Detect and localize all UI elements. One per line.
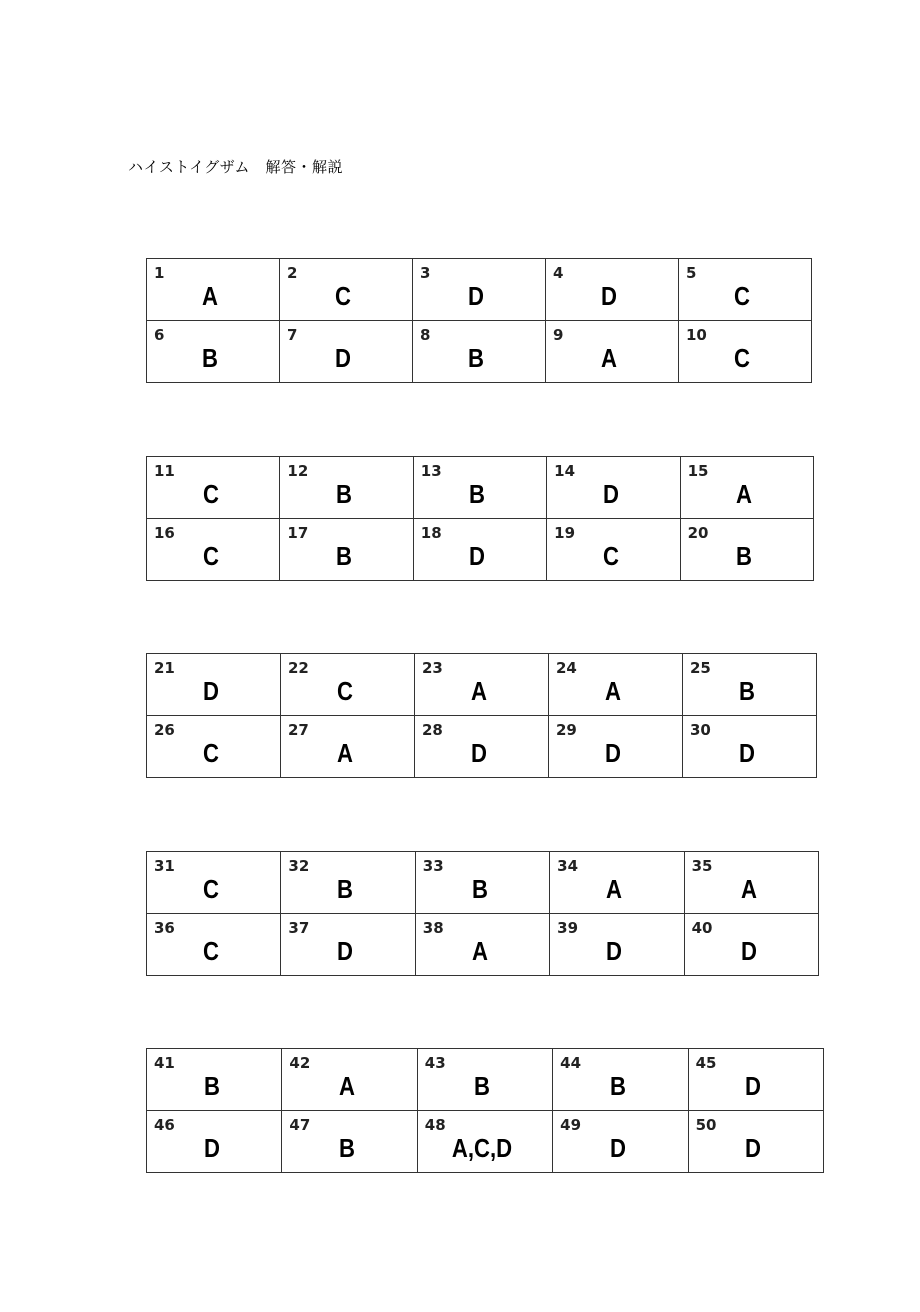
answer-cell	[684, 852, 818, 914]
answer-letter: B	[338, 1133, 355, 1163]
answer-letter: C	[202, 541, 219, 571]
answer-cell	[147, 716, 281, 778]
question-number: 44	[560, 1054, 582, 1072]
answer-cell	[683, 654, 817, 716]
table-row	[147, 259, 812, 321]
answer-cell	[281, 914, 415, 976]
answer-letter: A	[606, 874, 623, 904]
answer-cell	[679, 321, 812, 383]
answer-letter: A	[736, 479, 753, 509]
answer-letter: C	[734, 281, 751, 311]
answer-letter: B	[469, 479, 486, 509]
answer-letter: A,C,D	[452, 1133, 513, 1163]
answer-letter: B	[203, 1071, 220, 1101]
answer-letter: D	[469, 541, 486, 571]
answer-cell	[688, 1111, 823, 1173]
question-number: 15	[687, 462, 709, 480]
question-number: 24	[556, 659, 577, 677]
table-row	[147, 852, 819, 914]
question-number: 3	[420, 264, 431, 282]
answer-cell	[550, 852, 684, 914]
question-number: 21	[154, 659, 175, 677]
answer-letter: D	[337, 936, 354, 966]
answer-cell	[546, 321, 679, 383]
question-number: 1	[154, 264, 165, 282]
answer-cell	[547, 457, 680, 519]
answer-letter: B	[335, 541, 352, 571]
answer-cell	[281, 716, 415, 778]
answer-cell	[147, 519, 280, 581]
answer-cell	[280, 457, 413, 519]
answer-cell	[684, 914, 818, 976]
question-number: 22	[288, 659, 309, 677]
answer-cell	[147, 654, 281, 716]
answer-letter: D	[470, 738, 487, 768]
table-row	[147, 1111, 824, 1173]
answer-cell	[679, 259, 812, 321]
question-number: 20	[687, 524, 709, 542]
question-number: 41	[154, 1054, 175, 1072]
question-number: 13	[420, 462, 442, 480]
answer-cell	[549, 654, 683, 716]
question-number: 35	[691, 857, 713, 875]
question-number: 34	[557, 857, 579, 875]
answer-cell	[147, 1049, 282, 1111]
answer-cell	[683, 716, 817, 778]
table-row	[147, 716, 817, 778]
question-number: 48	[424, 1116, 446, 1134]
question-number: 36	[154, 919, 175, 937]
answer-letter: D	[606, 936, 623, 966]
answer-cell	[550, 914, 684, 976]
answer-letter: B	[337, 874, 354, 904]
answer-letter: A	[740, 874, 757, 904]
answer-cell	[147, 321, 280, 383]
answer-cell	[553, 1049, 688, 1111]
question-number: 50	[695, 1116, 717, 1134]
answer-cell	[688, 1049, 823, 1111]
question-number: 17	[287, 524, 309, 542]
table-row	[147, 1049, 824, 1111]
question-number: 30	[690, 721, 711, 739]
answer-letter: B	[609, 1071, 626, 1101]
question-number: 28	[422, 721, 443, 739]
answer-letter: A	[601, 343, 618, 373]
answer-letter: D	[468, 281, 485, 311]
question-number: 12	[287, 462, 309, 480]
answer-cell	[553, 1111, 688, 1173]
answer-cell	[415, 716, 549, 778]
answer-letter: C	[602, 541, 619, 571]
question-number: 5	[686, 264, 697, 282]
question-number: 47	[289, 1116, 311, 1134]
answer-letter: A	[202, 281, 219, 311]
answer-letter: B	[474, 1071, 491, 1101]
question-number: 38	[422, 919, 444, 937]
question-number: 18	[420, 524, 442, 542]
question-number: 42	[289, 1054, 311, 1072]
question-number: 43	[424, 1054, 446, 1072]
question-number: 29	[556, 721, 577, 739]
answer-letter: A	[338, 1071, 355, 1101]
answer-letter: D	[203, 1133, 220, 1163]
answer-letter: B	[736, 541, 753, 571]
answer-cell	[280, 519, 413, 581]
question-number: 6	[154, 326, 165, 344]
table-row	[147, 321, 812, 383]
question-number: 7	[287, 326, 298, 344]
answer-cell	[281, 654, 415, 716]
answer-letter: A	[470, 676, 487, 706]
answer-cell	[147, 852, 281, 914]
question-number: 4	[553, 264, 564, 282]
question-number: 23	[422, 659, 443, 677]
answer-letter: D	[601, 281, 618, 311]
answer-letter: C	[203, 874, 219, 904]
question-number: 37	[288, 919, 310, 937]
answer-letter: D	[740, 936, 757, 966]
answer-letter: A	[471, 936, 488, 966]
answer-letter: D	[604, 738, 621, 768]
answer-cell	[413, 259, 546, 321]
answer-letter: C	[203, 936, 219, 966]
table-row	[147, 457, 814, 519]
question-number: 40	[691, 919, 713, 937]
answer-cell	[549, 716, 683, 778]
question-number: 33	[422, 857, 444, 875]
answer-table-1	[146, 258, 812, 383]
answer-letter: C	[202, 479, 219, 509]
answer-cell	[282, 1049, 417, 1111]
answer-cell	[281, 852, 415, 914]
answer-cell	[413, 457, 546, 519]
answer-letter: A	[604, 676, 621, 706]
answer-cell	[547, 519, 680, 581]
answer-letter: B	[468, 343, 485, 373]
answer-cell	[415, 654, 549, 716]
answer-letter: D	[745, 1133, 762, 1163]
answer-letter: D	[602, 479, 619, 509]
answer-letter: B	[335, 479, 352, 509]
question-number: 46	[154, 1116, 175, 1134]
answer-table-3	[146, 653, 817, 778]
answer-letter: B	[471, 874, 488, 904]
answer-letter: D	[202, 676, 219, 706]
answer-letter: B	[202, 343, 219, 373]
answer-cell	[282, 1111, 417, 1173]
answer-cell	[147, 1111, 282, 1173]
question-number: 49	[560, 1116, 582, 1134]
question-number: 25	[690, 659, 711, 677]
question-number: 9	[553, 326, 564, 344]
question-number: 16	[154, 524, 175, 542]
question-number: 45	[695, 1054, 717, 1072]
answer-cell	[417, 1049, 552, 1111]
answer-letter: C	[202, 738, 219, 768]
answer-cell	[147, 457, 280, 519]
table-row	[147, 519, 814, 581]
question-number: 39	[557, 919, 579, 937]
answer-letter: B	[738, 676, 755, 706]
question-number: 27	[288, 721, 309, 739]
question-number: 14	[554, 462, 576, 480]
answer-letter: C	[734, 343, 751, 373]
answer-cell	[415, 852, 549, 914]
answer-table-5	[146, 1048, 824, 1173]
answer-letter: A	[336, 738, 353, 768]
answer-letter: D	[609, 1133, 626, 1163]
answer-table-2	[146, 456, 814, 581]
page-title: ハイストイグザム 解答・解説	[128, 158, 344, 176]
answer-letter: D	[745, 1071, 762, 1101]
answer-cell	[280, 321, 413, 383]
answer-cell	[413, 321, 546, 383]
answer-cell	[147, 914, 281, 976]
question-number: 19	[554, 524, 576, 542]
question-number: 32	[288, 857, 310, 875]
answer-cell	[413, 519, 546, 581]
table-row	[147, 654, 817, 716]
answer-cell	[417, 1111, 552, 1173]
answer-cell	[415, 914, 549, 976]
answer-table-4	[146, 851, 819, 976]
question-number: 10	[686, 326, 707, 344]
answer-letter: D	[335, 343, 352, 373]
question-number: 2	[287, 264, 298, 282]
question-number: 8	[420, 326, 431, 344]
answer-letter: C	[335, 281, 352, 311]
question-number: 31	[154, 857, 175, 875]
answer-letter: D	[738, 738, 755, 768]
answer-cell	[680, 457, 813, 519]
question-number: 26	[154, 721, 175, 739]
question-number: 11	[154, 462, 175, 480]
answer-cell	[280, 259, 413, 321]
answer-cell	[147, 259, 280, 321]
answer-cell	[546, 259, 679, 321]
table-row	[147, 914, 819, 976]
answer-cell	[680, 519, 813, 581]
answer-letter: C	[336, 676, 353, 706]
